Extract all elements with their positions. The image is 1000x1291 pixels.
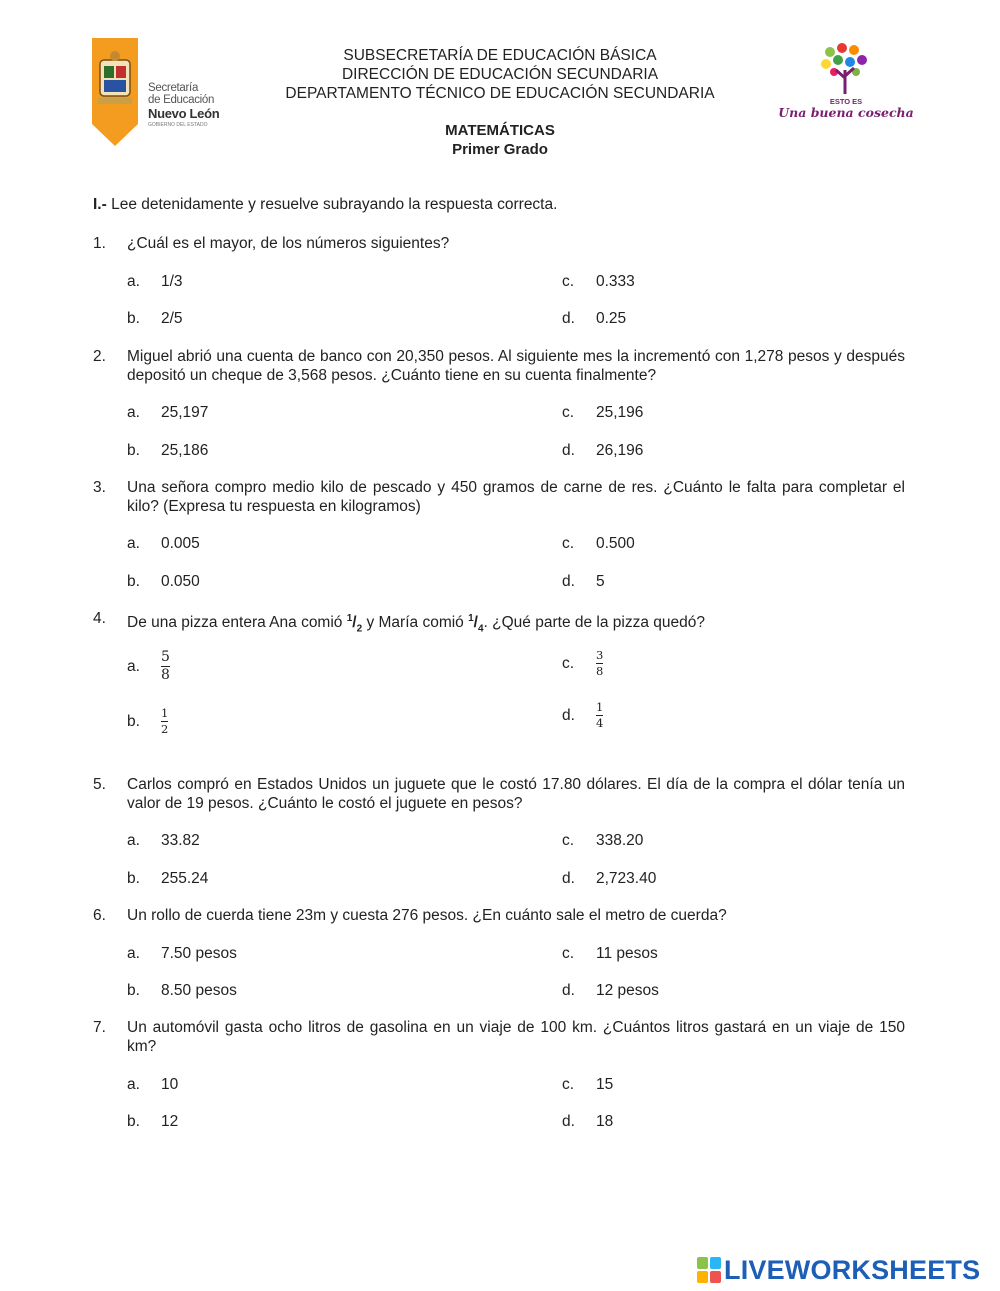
option-a[interactable]: a. 10 — [127, 1076, 179, 1093]
option-b[interactable]: b. 12 — [127, 1113, 179, 1130]
option-b[interactable]: b. 0.050 — [127, 573, 200, 590]
subject-title: MATEMÁTICAS — [445, 122, 555, 139]
question-text: Una señora compro medio kilo de pescado y 450 gramos de carne de res. ¿Cuánto le falta para completar el kilo? (Expresa tu respuesta en kilogramos) — [127, 479, 905, 515]
question-text: Un rollo de cuerda tiene 23m y cuesta 276 pesos. ¿En cuánto sale el metro de cuerda? — [127, 907, 727, 924]
option-d[interactable]: d. 26,196 — [562, 442, 644, 459]
question-number: 2. — [93, 348, 106, 365]
option-c[interactable]: c. 11 pesos — [562, 945, 658, 962]
question-text: De una pizza entera Ana comió $^1/_2$ y María comió $^1/_4$. ¿Qué parte de la pizza quedó? — [127, 613, 705, 635]
option-a[interactable]: a. 0.005 — [127, 535, 200, 552]
question-text: Un automóvil gasta ocho litros de gasolina en un viaje de 100 km. ¿Cuántos litros gastará en un viaje de 150 km? — [127, 1019, 905, 1055]
coat-of-arms-icon — [92, 38, 142, 148]
logo-text-4: GOBIERNO DEL ESTADO — [148, 122, 208, 128]
option-b[interactable]: b. 25,186 — [127, 442, 209, 459]
question-text: Carlos compró en Estados Unidos un juguete que le costó 17.80 dólares. El día de la compra el dólar tenía un valor de 19 pesos. ¿Cuánto le costó el juguete en pesos? — [127, 776, 905, 812]
fraction: $\frac{3}{8}$ — [596, 648, 604, 678]
question-number: 6. — [93, 907, 106, 924]
option-d[interactable]: d. 18 — [562, 1113, 614, 1130]
option-b[interactable]: b. $\frac{1}{2}$ — [127, 706, 169, 736]
option-a[interactable]: a. 1/3 — [127, 273, 183, 290]
logo-text-1: Secretaría — [148, 82, 199, 94]
question-1 — [93, 234, 905, 253]
header-line-2: DIRECCIÓN DE EDUCACIÓN SECUNDARIA — [341, 66, 659, 83]
tree-icon — [816, 40, 876, 96]
liveworksheets-icon — [697, 1257, 721, 1283]
fraction: $\frac{5}{8}$ — [161, 648, 170, 683]
question-number: 3. — [93, 479, 106, 496]
question-4 — [93, 609, 905, 638]
option-c[interactable]: c. 0.500 — [562, 535, 635, 552]
grade-title: Primer Grado — [452, 141, 548, 158]
question-number: 5. — [93, 776, 106, 793]
option-a[interactable]: a. 7.50 pesos — [127, 945, 237, 962]
option-d[interactable]: d. 0.25 — [562, 310, 627, 327]
option-a[interactable]: a. $\frac{5}{8}$ — [127, 648, 170, 683]
fraction: $\frac{1}{4}$ — [596, 700, 604, 730]
question-text: ¿Cuál es el mayor, de los números siguientes? — [127, 235, 450, 252]
buena-cosecha-logo — [776, 40, 916, 124]
option-c[interactable]: c. 25,196 — [562, 404, 644, 421]
logo-esto-es: ESTO ES — [829, 97, 863, 106]
option-b[interactable]: b. 2/5 — [127, 310, 183, 327]
fraction: $\frac{1}{2}$ — [161, 706, 169, 736]
liveworksheets-text: LIVEWORKSHEETS — [724, 1254, 981, 1285]
instruction-prefix: I.- — [93, 196, 107, 213]
option-d[interactable]: d. 5 — [562, 573, 605, 590]
option-c[interactable]: c. 15 — [562, 1076, 614, 1093]
header-line-3: DEPARTAMENTO TÉCNICO DE EDUCACIÓN SECUNDARIA — [285, 85, 715, 102]
question-number: 4. — [93, 610, 106, 627]
logo-buena-cosecha: Una buena cosecha — [778, 105, 914, 120]
option-a[interactable]: a. 33.82 — [127, 832, 200, 849]
logo-text-2: de Educación — [148, 94, 215, 106]
logo-text-3: Nuevo León — [148, 106, 220, 121]
option-c[interactable]: c. 338.20 — [562, 832, 644, 849]
option-b[interactable]: b. 255.24 — [127, 870, 209, 887]
option-d[interactable]: d. 12 pesos — [562, 982, 659, 999]
header-line-1: SUBSECRETARÍA DE EDUCACIÓN BÁSICA — [343, 47, 657, 64]
question-3 — [93, 478, 905, 516]
question-number: 7. — [93, 1019, 106, 1036]
question-6 — [93, 906, 905, 925]
question-5 — [93, 775, 905, 813]
option-d[interactable]: d. 2,723.40 — [562, 870, 657, 887]
option-d[interactable]: d. $\frac{1}{4}$ — [562, 700, 604, 730]
question-number: 1. — [93, 235, 106, 252]
liveworksheets-logo[interactable] — [697, 1254, 980, 1286]
instructions — [93, 196, 557, 214]
option-b[interactable]: b. 8.50 pesos — [127, 982, 237, 999]
instruction-text: Lee detenidamente y resuelve subrayando la respuesta correcta. — [106, 196, 558, 213]
question-text: Miguel abrió una cuenta de banco con 20,350 pesos. Al siguiente mes la incrementó con 1,278 pesos y después depositó un cheque de 3,568 pesos. ¿Cuánto tiene en su cuenta finalmente? — [127, 348, 905, 384]
question-2 — [93, 347, 905, 385]
option-c[interactable]: c. $\frac{3}{8}$ — [562, 648, 604, 678]
option-a[interactable]: a. 25,197 — [127, 404, 209, 421]
option-c[interactable]: c. 0.333 — [562, 273, 635, 290]
question-7 — [93, 1018, 905, 1056]
